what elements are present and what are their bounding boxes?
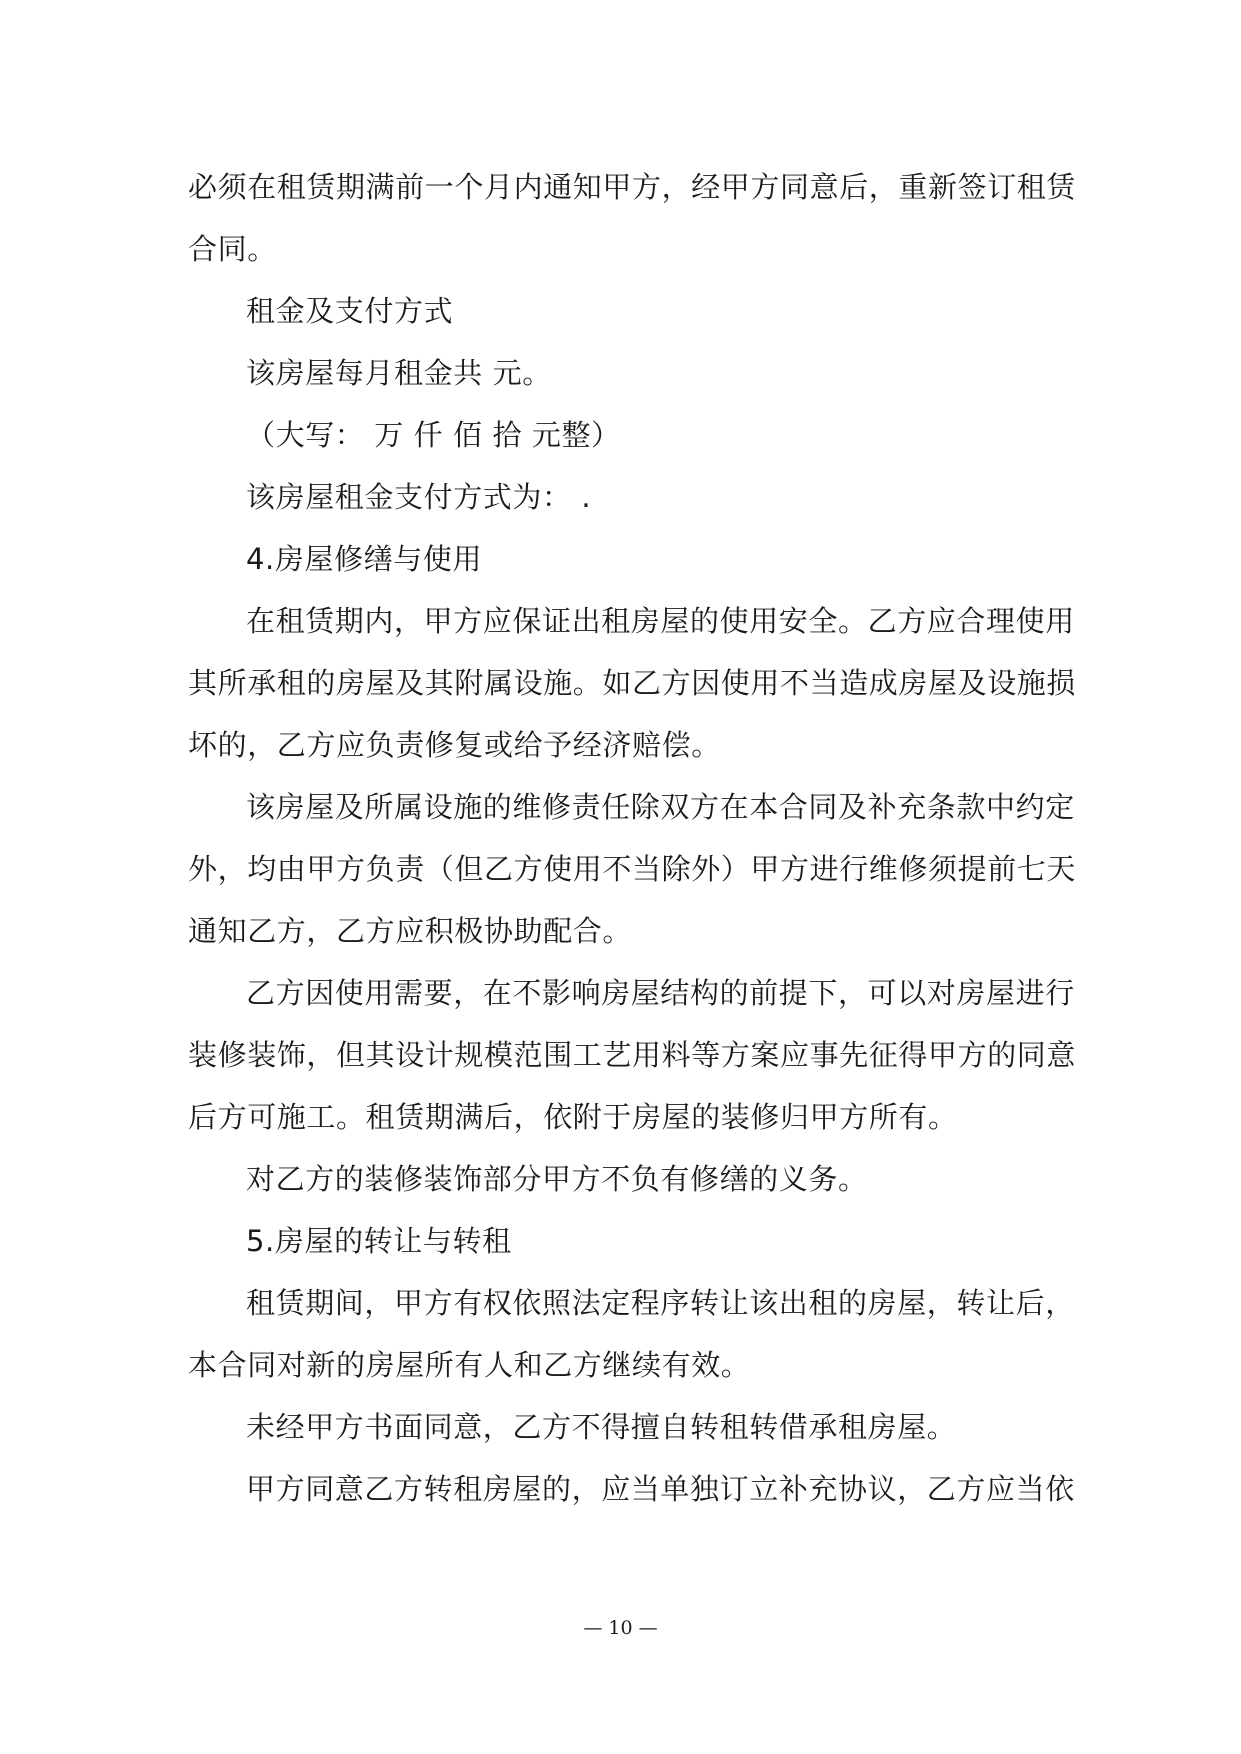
text-line: 该房屋租金支付方式为： . [246,480,592,514]
text-line: 其所承租的房屋及其附属设施。如乙方因使用不当造成房屋及设施损 [188,666,1077,700]
text-line: 在租赁期内，甲方应保证出租房屋的使用安全。乙方应合理使用 [246,604,1075,638]
text-line: 外，均由甲方负责（但乙方使用不当除外）甲方进行维修须提前七天 [188,852,1077,886]
section-heading: 5.房屋的转让与转租 [246,1224,512,1258]
text-line: 乙方因使用需要，在不影响房屋结构的前提下，可以对房屋进行 [246,976,1075,1010]
text-line: 该房屋及所属设施的维修责任除双方在本合同及补充条款中约定 [246,790,1075,824]
text-line: 该房屋每月租金共 元。 [246,356,552,390]
section-heading: 租金及支付方式 [246,294,454,328]
text-line: 必须在租赁期满前一个月内通知甲方，经甲方同意后，重新签订租赁 [188,170,1077,204]
text-line: 装修装饰，但其设计规模范围工艺用料等方案应事先征得甲方的同意 [188,1038,1077,1072]
text-line: 后方可施工。租赁期满后，依附于房屋的装修归甲方所有。 [188,1100,958,1134]
text-line: 合同。 [188,232,277,266]
text-line: 对乙方的装修装饰部分甲方不负有修缮的义务。 [246,1162,868,1196]
text-line: 坏的，乙方应负责修复或给予经济赔偿。 [188,728,721,762]
text-line: 甲方同意乙方转租房屋的，应当单独订立补充协议，乙方应当依 [246,1472,1075,1506]
page-number: — 10 — [583,1617,658,1639]
text-line: 通知乙方，乙方应积极协助配合。 [188,914,633,948]
text-line: 本合同对新的房屋所有人和乙方继续有效。 [188,1348,751,1382]
document-body [188,156,1077,1520]
text-line: （大写： 万 仟 佰 拾 元整） [246,418,621,452]
section-heading: 4.房屋修缮与使用 [246,542,483,576]
text-line: 租赁期间，甲方有权依照法定程序转让该出租的房屋，转让后， [246,1286,1075,1320]
text-line: 未经甲方书面同意，乙方不得擅自转租转借承租房屋。 [246,1410,957,1444]
